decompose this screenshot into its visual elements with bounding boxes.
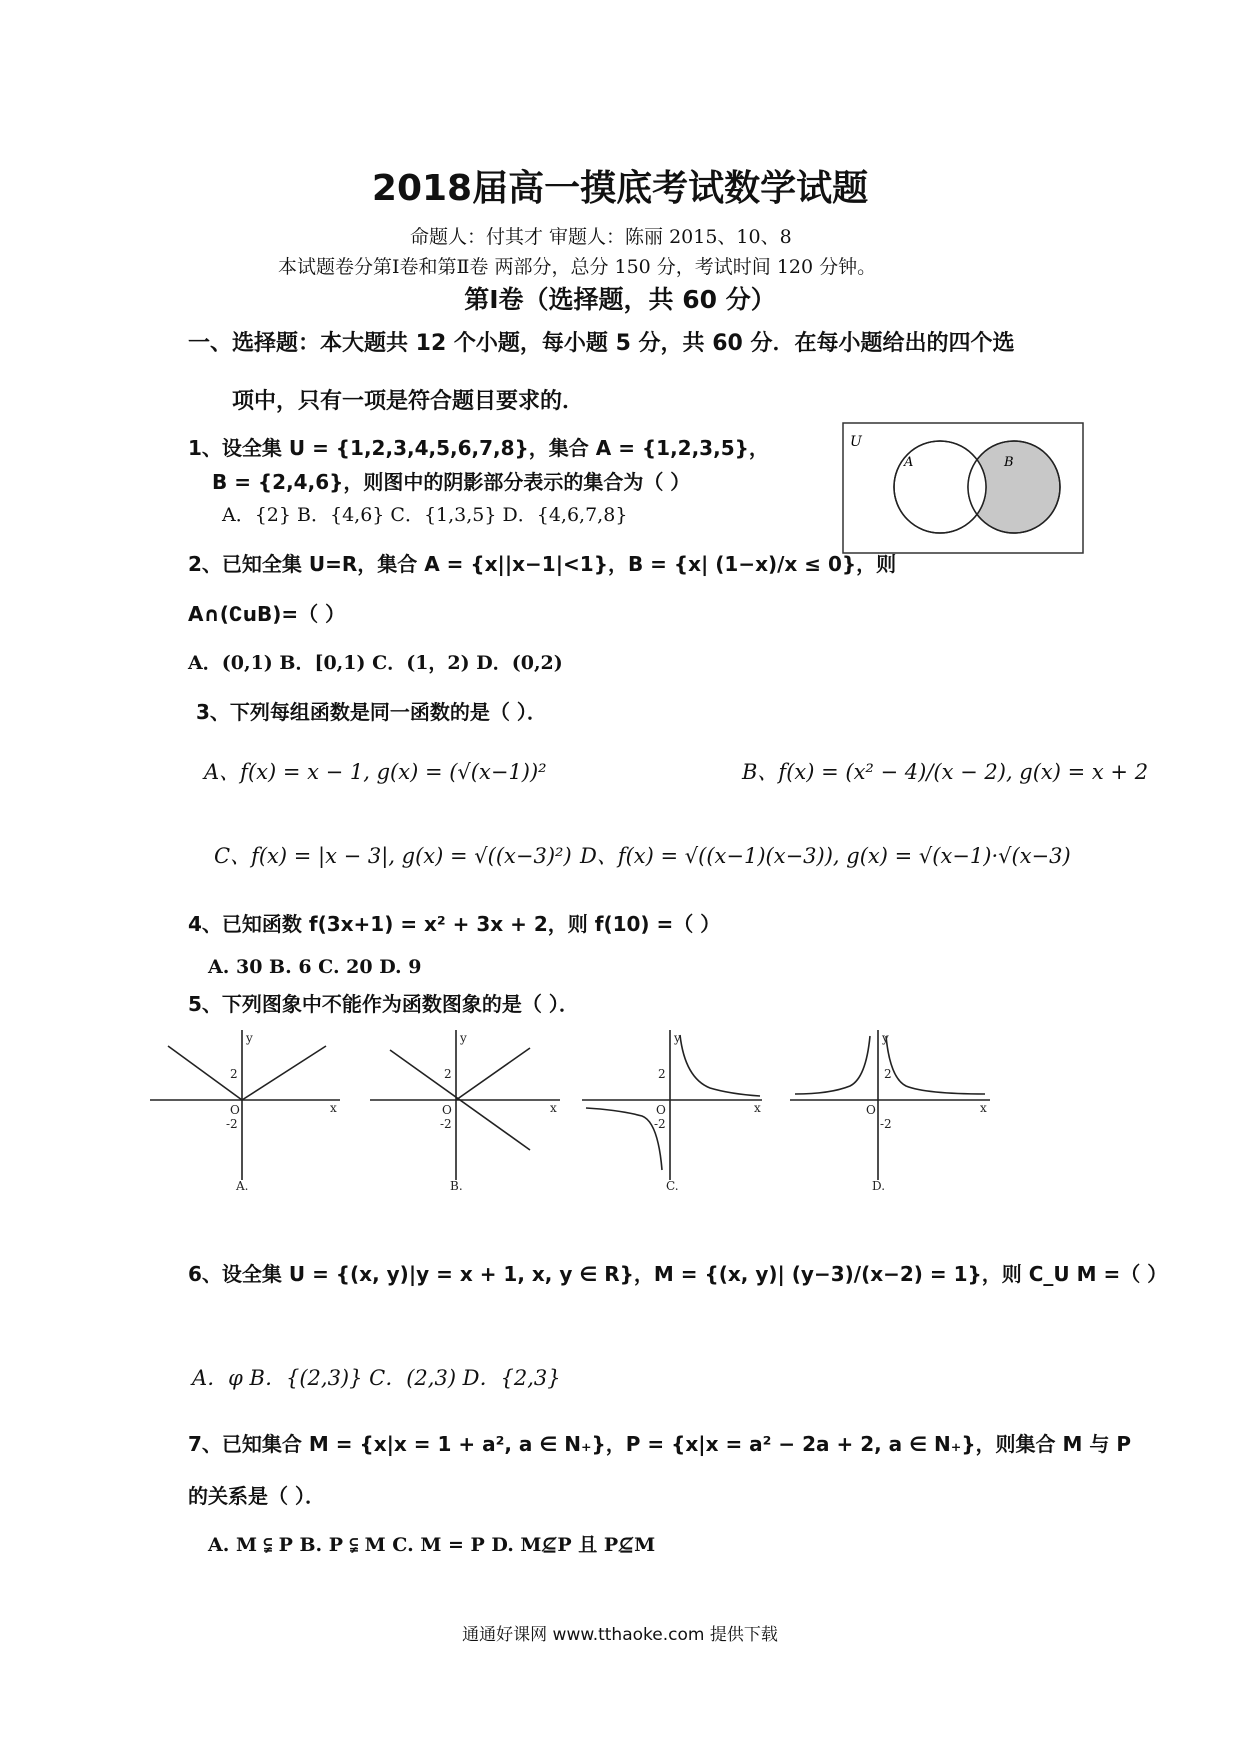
svg-text:-2: -2	[880, 1117, 892, 1131]
svg-text:2: 2	[444, 1067, 452, 1081]
q7-line1: 7、已知集合 M = {x|x = 1 + a², a ∈ N₊}，P = {x|x = a² − 2a + 2, a ∈ N₊}，则集合 M 与 P	[188, 1432, 1132, 1456]
q2-line2: A∩(∁uB)=（ ）	[188, 602, 346, 626]
svg-text:-2: -2	[440, 1117, 452, 1131]
q2-options: A．(0,1) B．[0,1) C．(1，2) D．(0,2)	[188, 652, 563, 674]
svg-text:y: y	[460, 1031, 467, 1045]
svg-text:x: x	[550, 1101, 557, 1115]
q1-line1: 1、设全集 U = {1,2,3,4,5,6,7,8}，集合 A = {1,2,3,5}，	[188, 436, 769, 460]
q7-line2: 的关系是（ ）．	[188, 1484, 325, 1508]
graph-b	[370, 1030, 560, 1180]
svg-text:O: O	[656, 1103, 666, 1117]
svg-text:x: x	[980, 1101, 987, 1115]
q2-line1: 2、已知全集 U=R，集合 A = {x||x−1|<1}，B = {x| (1−x)/x ≤ 0}，则	[188, 552, 897, 576]
svg-text:O: O	[866, 1103, 876, 1117]
q6-options: A．φ B．{(2,3)} C．(2,3) D．{2,3}	[192, 1366, 561, 1390]
q3-option-b: B、f(x) = (x² − 4)/(x − 2), g(x) = x + 2	[742, 760, 1149, 784]
graph-a-y-label: y	[246, 1031, 253, 1045]
venn-a-label: A	[904, 455, 914, 470]
graph-d-label: D.	[872, 1179, 886, 1190]
q5-line1: 5、下列图象中不能作为函数图象的是（ ）．	[188, 992, 579, 1016]
q4-options: A. 30 B. 6 C. 20 D. 9	[208, 956, 422, 978]
q1-venn-diagram	[842, 422, 1084, 554]
graph-a-x-label: x	[330, 1101, 337, 1115]
section-title: 第Ⅰ卷（选择题，共 60 分）	[464, 285, 776, 314]
q1-line2: B = {2,4,6}，则图中的阴影部分表示的集合为（ ）	[212, 470, 691, 494]
part-intro-line2: 项中，只有一项是符合题目要求的．	[232, 389, 585, 414]
q3-line1: 3、下列每组函数是同一函数的是（ ）．	[196, 700, 547, 724]
q7-options: A. M ⫋ P B. P ⫋ M C. M = P D. M⊈P 且 P⊈M	[208, 1534, 656, 1556]
graph-a-tick-pos: 2	[230, 1067, 238, 1081]
svg-text:y: y	[674, 1031, 681, 1045]
exam-note: 本试题卷分第Ⅰ卷和第Ⅱ卷 两部分，总分 150 分，考试时间 120 分钟。	[278, 256, 877, 278]
svg-text:-2: -2	[654, 1117, 666, 1131]
graph-c-label: C.	[666, 1179, 679, 1190]
venn-b-label: B	[1004, 455, 1014, 470]
footer-credit: 通通好课网 www.tthaoke.com 提供下载	[462, 1625, 778, 1645]
svg-text:O: O	[442, 1103, 452, 1117]
svg-text:2: 2	[884, 1067, 892, 1081]
part-intro-line1: 一、选择题：本大题共 12 个小题，每小题 5 分，共 60 分．在每小题给出的四个选	[188, 331, 1015, 356]
q6-line1: 6、设全集 U = {(x, y)|y = x + 1, x, y ∈ R}，M = {(x, y)| (y−3)/(x−2) = 1}，则 C_U M =（ ）	[188, 1262, 1168, 1286]
author-info: 命题人：付其才 审题人：陈丽 2015、10、8	[410, 226, 792, 248]
graph-a	[150, 1030, 340, 1180]
graph-a-label: A.	[236, 1179, 249, 1190]
q4-line1: 4、已知函数 f(3x+1) = x² + 3x + 2，则 f(10) =（ ）	[188, 912, 721, 936]
q3-option-c: C、f(x) = |x − 3|, g(x) = √((x−3)²)	[214, 844, 572, 868]
q3-option-a: A、f(x) = x − 1, g(x) = (√(x−1))²	[204, 760, 547, 784]
svg-text:y: y	[882, 1031, 889, 1045]
graph-a-tick-neg: -2	[226, 1117, 238, 1131]
graph-a-origin: O	[230, 1103, 240, 1117]
svg-text:x: x	[754, 1101, 761, 1115]
exam-title: 2018届高一摸底考试数学试题	[371, 168, 869, 209]
q1-options: A．{2} B．{4,6} C．{1,3,5} D．{4,6,7,8}	[222, 504, 628, 526]
q3-option-d: D、f(x) = √((x−1)(x−3)), g(x) = √(x−1)·√(x−3)	[580, 844, 1071, 868]
svg-text:2: 2	[658, 1067, 666, 1081]
graph-b-label: B.	[450, 1179, 463, 1190]
venn-u-label: U	[850, 434, 862, 450]
graph-c	[582, 1030, 762, 1180]
q5-graphs	[150, 1030, 1000, 1190]
graph-d	[790, 1030, 990, 1180]
